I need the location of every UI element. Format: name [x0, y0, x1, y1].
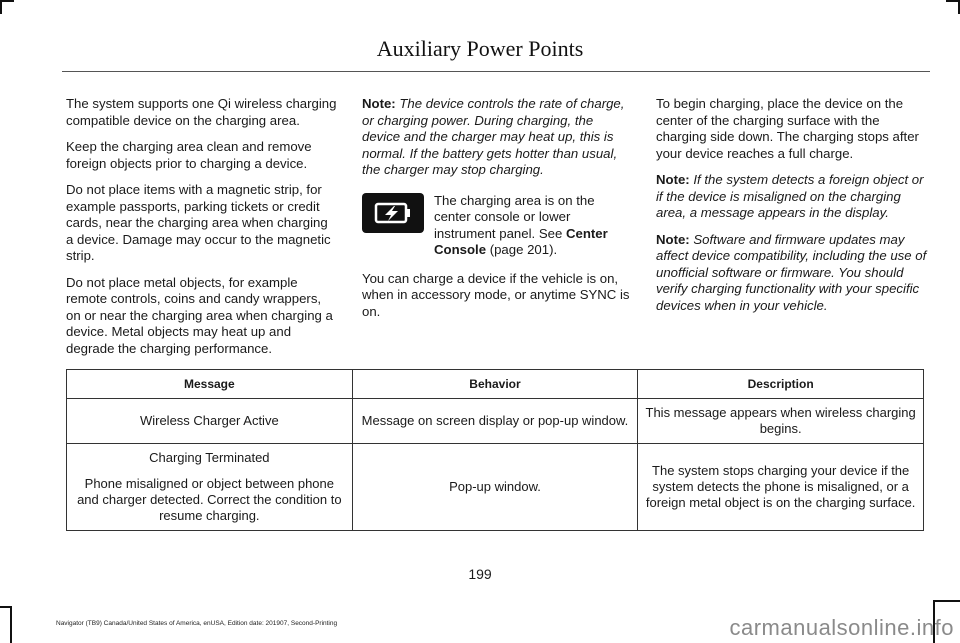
note-label: Note:: [656, 231, 690, 247]
note: [656, 172, 928, 222]
page-title: Auxiliary Power Points: [376, 36, 584, 61]
table-cell: Pop-up window.: [352, 444, 638, 531]
note-label: Note:: [656, 172, 690, 187]
table-header-row: [67, 370, 924, 399]
table-row: [67, 444, 924, 531]
icon-description: [434, 193, 632, 259]
column-left: [66, 96, 338, 367]
note-text: The device controls the rate of charge, or charging power. During charging, the device and the charger may heat up, this is normal. If the battery gets hotter than usual, the charger may stop charging.: [362, 96, 625, 177]
icon-text: The charging area is on the center console or lower instrument panel. See: [434, 192, 595, 241]
column-right: [656, 96, 928, 324]
wireless-charging-icon: [362, 193, 424, 233]
note-text: Software and firmware updates may affect device compatibility, including the use of unofficial software or firmware. You should verify charging functionality with your specific devices when in your vehicle.: [656, 231, 927, 313]
note-label: Note:: [362, 96, 396, 111]
crop-mark: [946, 0, 960, 2]
note: [656, 232, 928, 315]
message-table: [66, 369, 924, 531]
note: [362, 96, 632, 179]
page-number: 199: [468, 566, 492, 582]
paragraph: To begin charging, place the device on the center of the charging surface with the charging side down. The charging stops after your device reaches a full charge.: [656, 96, 919, 161]
column-header: Message: [67, 370, 353, 399]
table-cell: This message appears when wireless charging begins.: [638, 399, 924, 444]
paragraph: Do not place items with a magnetic strip, for example passports, parking tickets or credit cards, near the charging area when charging a device. Damage may occur to the magnetic strip.: [66, 182, 331, 263]
paragraph: Keep the charging area clean and remove foreign objects prior to charging a device.: [66, 139, 312, 171]
cell-line: Charging Terminated: [149, 450, 270, 465]
table-row: [67, 399, 924, 444]
paragraph: You can charge a device if the vehicle is on, when in accessory mode, or anytime SYNC is on.: [362, 270, 630, 319]
crop-mark: [0, 0, 14, 2]
table-cell: Wireless Charger Active: [67, 399, 353, 444]
column-middle: [362, 96, 632, 330]
column-header: Behavior: [352, 370, 638, 399]
watermark: carmanualsonline.info: [729, 615, 954, 640]
page-reference: (page 201).: [489, 242, 558, 257]
title-divider: [62, 71, 930, 72]
crop-mark: [0, 606, 12, 608]
icon-callout: [362, 193, 632, 259]
edition-footer: Navigator (TB9) Canada/United States of America, enUSA, Edition date: 201907, Second-Printing: [56, 620, 338, 627]
paragraph: The system supports one Qi wireless charging compatible device on the charging area.: [66, 96, 337, 128]
crop-mark: [933, 600, 960, 602]
crop-mark: [0, 0, 2, 14]
table-cell: [67, 444, 353, 531]
crop-mark: [10, 606, 12, 643]
paragraph: Do not place metal objects, for example remote controls, coins and candy wrappers, on or near the charging area when charging a device. Metal objects may heat up and degrade the charging performance.: [66, 274, 333, 356]
note-text: If the system detects a foreign object or if the device is misaligned on the charging area, a message appears in the display.: [656, 172, 924, 220]
cross-reference-link[interactable]: Center Console: [434, 225, 608, 257]
table-cell: Message on screen display or pop-up window.: [352, 399, 638, 444]
cell-line: Phone misaligned or object between phone and charger detected. Correct the condition to resume charging.: [77, 476, 342, 523]
table-cell: The system stops charging your device if the system detects the phone is misaligned, or a foreign metal object is on the charging surface.: [638, 444, 924, 531]
column-header: Description: [638, 370, 924, 399]
